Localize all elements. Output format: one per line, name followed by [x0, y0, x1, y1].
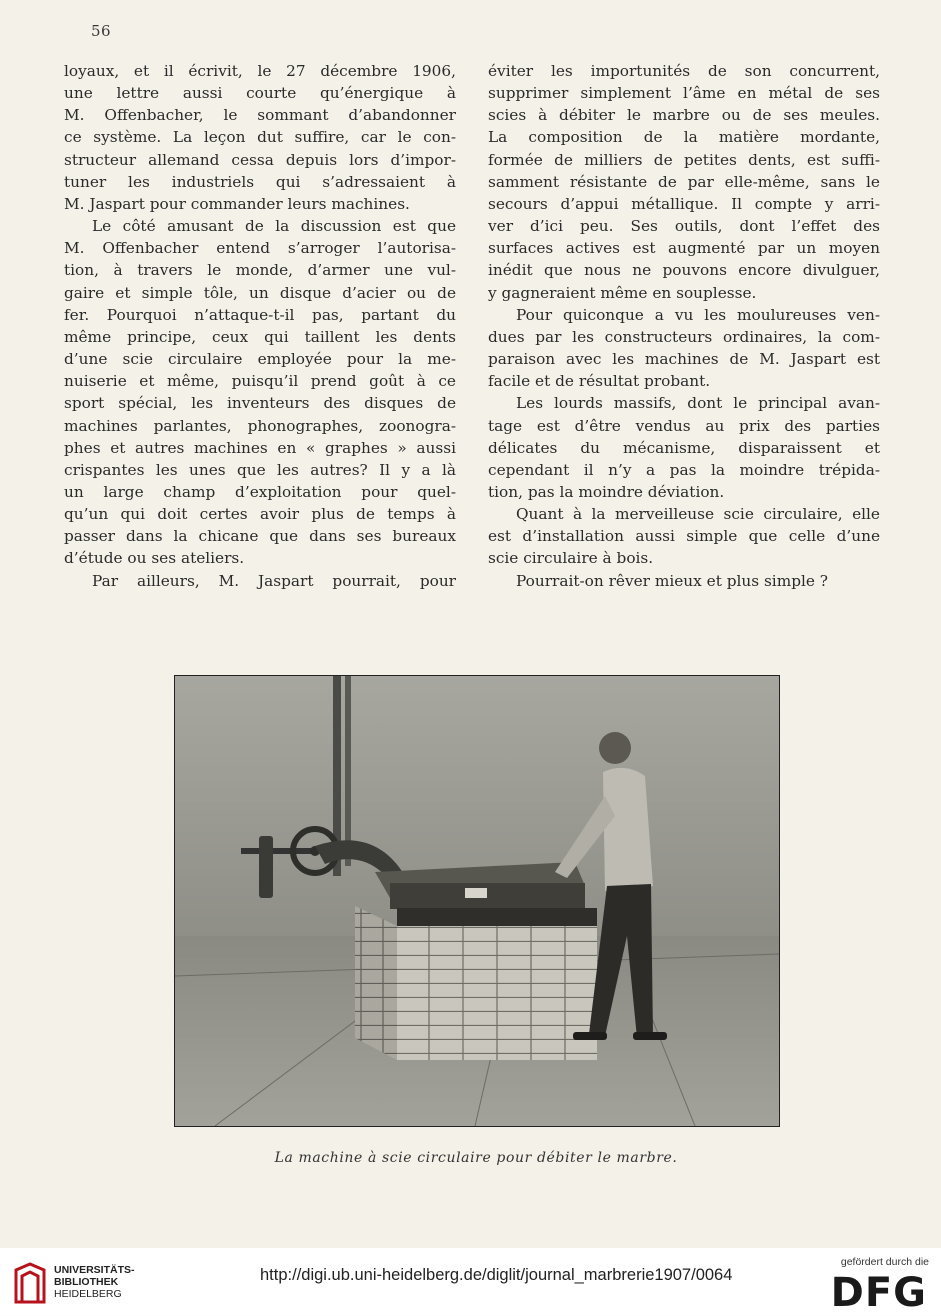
figure-photo [174, 675, 780, 1127]
viewer-footer [0, 1248, 941, 1314]
library-name-line-3: HEIDELBERG [54, 1288, 122, 1300]
text-line: ver d’ici peu. Ses outils, dont l’effet des [488, 217, 880, 236]
text-line: Pour quiconque a vu les moulureuses ven- [516, 305, 880, 324]
text-line: Pourrait-on rêver mieux et plus simple ? [516, 571, 828, 590]
text-line: supprimer simplement l’âme en métal de ses [488, 84, 880, 103]
text-line: qu’un qui doit certes avoir plus de temps à [64, 505, 456, 524]
text-line: un large champ d’exploitation pour quel- [64, 482, 456, 501]
text-line: paraison avec les machines de M. Jaspart est [488, 350, 880, 369]
text-line: passer dans la chicane que dans ses bureaux [64, 527, 456, 546]
text-line: phes et autres machines en « graphes » aussi [64, 438, 456, 457]
text-line: tuner les industriels qui s’adressaient à [64, 172, 456, 191]
text-line: tion, pas la moindre déviation. [488, 482, 725, 501]
library-name-line-2: BIBLIOTHEK [54, 1276, 119, 1288]
text-line: formée de milliers de petites dents, est suffi- [488, 150, 880, 169]
text-line: gaire et simple tôle, un disque d’acier ou de [64, 283, 456, 302]
text-line: tage est d’être vendus au prix des parties [488, 416, 880, 435]
text-line: sport spécial, les inventeurs des disques de [64, 394, 456, 413]
text-line: samment résistante de par elle-même, sans le [488, 172, 880, 191]
text-line: tion, à travers le monde, d’armer une vul- [64, 261, 456, 280]
text-line: fer. Pourquoi n’attaque-t-il pas, partant du [64, 305, 456, 324]
figure-caption: La machine à scie circulaire pour débiter le marbre. [274, 1150, 678, 1166]
university-library-logo-icon [10, 1262, 50, 1306]
text-line: M. Jaspart pour commander leurs machines. [64, 194, 410, 213]
saw-machine-illustration [175, 676, 779, 1126]
text-line: crispantes les unes que les autres? Il y a là [64, 460, 456, 479]
brick-base [397, 926, 597, 1060]
text-line: délicates du mécanisme, disparaissent et [488, 438, 880, 457]
text-line: nuiserie et même, puisqu’il prend goût à ce [64, 372, 456, 391]
text-line: scies à débiter le marbre ou de ses meules. [488, 106, 880, 125]
text-line: ce système. La leçon dut suffire, car le con- [64, 128, 456, 147]
left-text-column [64, 60, 456, 592]
text-line: M. Offenbacher, le sommant d’abandonner [64, 106, 456, 125]
text-line: Quant à la merveilleuse scie circulaire, elle [516, 505, 880, 524]
funded-by-label: gefördert durch die [840, 1256, 929, 1268]
text-line: éviter les importunités de son concurrent, [488, 62, 880, 80]
page-number: 56 [91, 22, 112, 40]
text-line: structeur allemand cessa depuis lors d’impor- [64, 150, 456, 169]
text-line: dues par les constructeurs ordinaires, la com- [488, 327, 880, 346]
dfg-logo: DFG [830, 1270, 927, 1316]
text-line: secours d’appui métallique. Il compte y arri- [488, 194, 880, 213]
text-line: cependant il n’y a pas la moindre trépida- [488, 460, 880, 479]
text-line: d’une scie circulaire employée pour la me- [64, 350, 456, 369]
text-line: Les lourds massifs, dont le principal avan- [516, 394, 880, 413]
text-line: facile et de résultat probant. [488, 372, 711, 391]
text-line: Le côté amusant de la discussion est que [92, 217, 456, 236]
text-line: est d’installation aussi simple que celle d’une [488, 527, 880, 546]
library-name-line-1: UNIVERSITÄTS- [54, 1264, 135, 1276]
text-line: loyaux, et il écrivit, le 27 décembre 1906, [64, 62, 456, 80]
text-line: une lettre aussi courte qu’énergique à [64, 84, 456, 103]
text-line: d’étude ou ses ateliers. [64, 549, 245, 568]
text-line: La composition de la matière mordante, [488, 128, 880, 147]
right-text-column [488, 60, 880, 592]
text-line: même principe, ceux qui taillent les dents [64, 327, 456, 346]
permalink-url[interactable]: http://digi.ub.uni-heidelberg.de/diglit/journal_marbrerie1907/0064 [260, 1266, 733, 1284]
text-line: inédit que nous ne pouvons encore divulguer, [488, 261, 880, 280]
library-name [54, 1264, 135, 1300]
text-line: y gagneraient même en souplesse. [488, 283, 757, 302]
text-line: machines parlantes, phonographes, zoonogra- [64, 416, 456, 435]
text-line: Par ailleurs, M. Jaspart pourrait, pour [92, 571, 456, 590]
text-line: scie circulaire à bois. [488, 549, 654, 568]
text-line: M. Offenbacher entend s’arroger l’autorisa- [64, 239, 456, 258]
text-line: surfaces actives est augmenté par un moyen [488, 239, 880, 258]
